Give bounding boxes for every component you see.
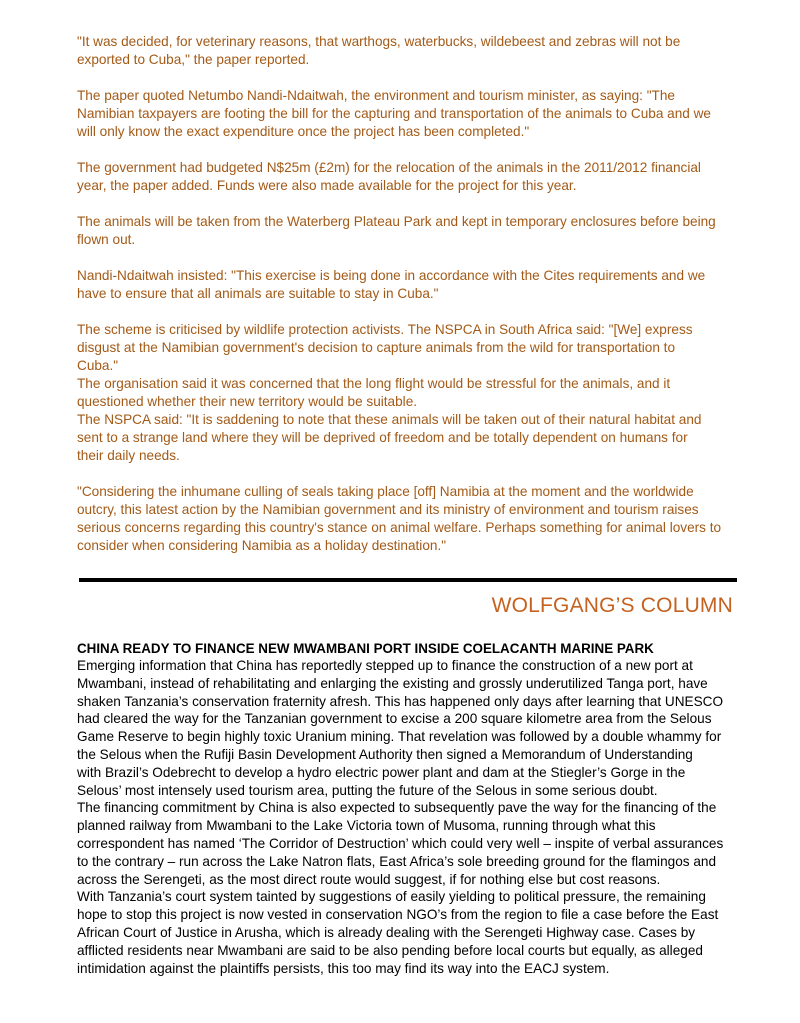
article-paragraph-3: The government had budgeted N$25m (£2m) for the relocation of the animals in the 2011/2012 financial year, the paper added. Funds were also made available for the project for this year. bbox=[77, 160, 701, 193]
column-paragraph-1: Emerging information that China has reportedly stepped up to finance the construction of a new port at Mwambani, instead of rehabilitating and enlarging the existing and grossly underutilized Tanga port, have shaken Tanzania’s conservation fraternity afresh. This has happened only days after learning that UNESCO had cleared the way for the Tanzanian government to excise a 200 square kilometre area from the Selous Game Reserve to begin highly toxic Uranium mining. That revelation was followed by a double whammy for the Selous when the Rufiji Basin Development Authority then signed a Memorandum of Understanding with Brazil’s Odebrecht to develop a hydro electric power plant and dam at the Stiegler’s Gorge in the Selous’ most intensely used tourism area, putting the future of the Selous in some serious doubt. bbox=[77, 658, 724, 798]
section-divider bbox=[79, 578, 737, 582]
column-paragraph-2: The financing commitment by China is also expected to subsequently pave the way for the financing of the planned railway from Mwambani to the Lake Victoria town of Musoma, running through what this correspondent has named ‘The Corridor of Destruction’ which could very well – inspite of verbal assurances to the contrary – run across the Lake Natron flats, East Africa’s sole breeding ground for the flamingos and across the Serengeti, as the most direct route would suggest, if for nothing else but cost reasons. bbox=[77, 800, 724, 887]
column-paragraph-3: With Tanzania’s court system tainted by suggestions of easily yielding to political pressure, the remaining hope to stop this project is now vested in conservation NGO’s from the region to file a case before the East African Court of Justice in Arusha, which is already dealing with the Serengeti Highway case. Cases by afflicted residents near Mwambani are said to be also pending before local courts but equally, as alleged intimidation against the plaintiffs persists, this too may find its way into the EACJ system. bbox=[77, 889, 719, 976]
top-article bbox=[77, 33, 737, 555]
column-headline: CHINA READY TO FINANCE NEW MWAMBANI PORT INSIDE COELACANTH MARINE PARK bbox=[77, 641, 654, 656]
article-paragraph-6: The scheme is criticised by wildlife protection activists. The NSPCA in South Africa said: "[We] express disgust at the Namibian government's decision to capture animals from the wild for transportation to Cuba." bbox=[77, 322, 693, 373]
article-paragraph-1: "It was decided, for veterinary reasons, that warthogs, waterbucks, wildebeest and zebras will not be exported to Cuba," the paper reported. bbox=[77, 34, 681, 67]
article-paragraph-4: The animals will be taken from the Waterberg Plateau Park and kept in temporary enclosures before being flown out. bbox=[77, 214, 716, 247]
column-article bbox=[77, 640, 742, 977]
article-paragraph-8: The NSPCA said: "It is saddening to note that these animals will be taken out of their natural habitat and sent to a strange land where they will be deprived of freedom and be totally dependent on humans for their daily needs. bbox=[77, 412, 702, 463]
article-paragraph-9: "Considering the inhumane culling of seals taking place [off] Namibia at the moment and the worldwide outcry, this latest action by the Namibian government and its ministry of environment and tourism raises serious concerns regarding this country's stance on animal welfare. Perhaps something for animal lovers to consider when considering Namibia as a holiday destination." bbox=[77, 484, 722, 553]
column-heading: WOLFGANG’S COLUMN bbox=[491, 594, 733, 617]
article-paragraph-5: Nandi-Ndaitwah insisted: "This exercise is being done in accordance with the Cites requirements and we have to ensure that all animals are suitable to stay in Cuba." bbox=[77, 268, 706, 301]
article-paragraph-7: The organisation said it was concerned that the long flight would be stressful for the animals, and it questioned whether their new territory would be suitable. bbox=[77, 376, 671, 409]
article-paragraph-2: The paper quoted Netumbo Nandi-Ndaitwah, the environment and tourism minister, as saying: "The Namibian taxpayers are footing the bill for the capturing and transportation of the animals to Cuba and we will only know the exact expenditure once the project has been completed." bbox=[77, 88, 711, 139]
